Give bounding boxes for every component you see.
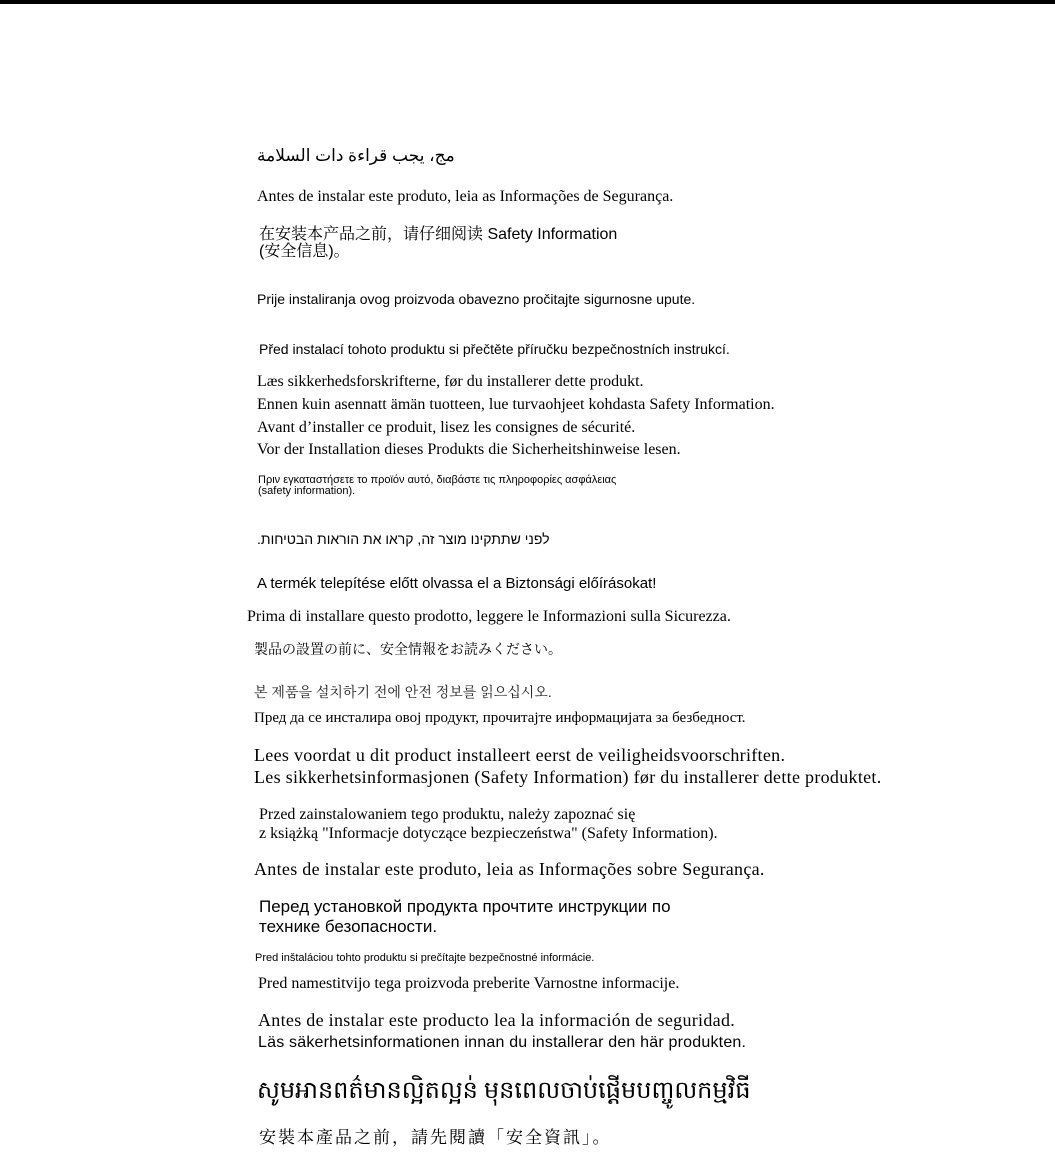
notice-italian: Prima di installare questo prodotto, leggere le Informazioni sulla Sicurezza. (247, 608, 731, 625)
notice-polish-line-2: z książką "Informacje dotyczące bezpieczeństwa" (Safety Information). (259, 825, 718, 843)
notice-arabic: مج، يجب قراءة دات السلامة (257, 146, 455, 165)
notice-korean: 본 제품을 설치하기 전에 안전 정보를 읽으십시오. (254, 684, 552, 700)
notice-chinese-simplified-line-2: (安全信息)。 (259, 242, 350, 260)
notice-slovak: Pred inštaláciou tohto produktu si prečítajte bezpečnostné informácie. (255, 952, 595, 964)
notice-russian-line-2: технике безопасности. (259, 916, 438, 936)
notice-polish-line-1: Przed zainstalowaniem tego produktu, należy zapoznać się (259, 806, 636, 823)
notice-chinese-simplified-line-1: 在安装本产品之前，请仔细阅读 Safety Information (259, 226, 618, 243)
notice-greek (258, 475, 616, 497)
notice-danish: Læs sikkerhedsforskrifterne, før du installerer dette produkt. (257, 373, 644, 390)
notice-chinese-simplified (259, 227, 617, 261)
notice-hebrew: לפני שתתקינו מוצר זה, קראו את הוראות הבטיחות. (257, 531, 550, 547)
notice-russian (259, 897, 671, 936)
notice-greek-line-1: Πριν εγκαταστήσετε το προϊόν αυτό, διαβάστε τις πληροφορίες ασφάλειας (258, 474, 617, 486)
notice-chinese-traditional: 安裝本產品之前，請先閱讀「安全資訊」。 (259, 1128, 612, 1147)
notice-slovenian: Pred namestitvijo tega proizvoda preberite Varnostne informacije. (258, 975, 680, 992)
notice-norwegian: Les sikkerhetsinformasjonen (Safety Information) før du installerer dette produktet. (254, 767, 882, 787)
notice-greek-line-2: (safety information). (258, 485, 356, 497)
notice-polish (259, 805, 718, 843)
notice-macedonian: Пред да се инсталира овој продукт, прочитајте информацијата за безбедност. (254, 710, 746, 726)
notice-portuguese-brazil: Antes de instalar este produto, leia as Informações de Segurança. (257, 188, 674, 205)
notice-finnish: Ennen kuin asennatt ämän tuotteen, lue turvaohjeet kohdasta Safety Information. (257, 396, 775, 413)
notice-portuguese-portugal: Antes de instalar este produto, leia as Informações sobre Segurança. (254, 859, 765, 879)
notice-croatian: Prije instaliranja ovog proizvoda obavezno pročitajte sigurnosne upute. (257, 291, 696, 307)
notice-czech: Před instalací tohoto produktu si přečtěte příručku bezpečnostních instrukcí. (259, 341, 730, 357)
notice-spanish: Antes de instalar este producto lea la información de seguridad. (258, 1010, 736, 1030)
notice-swedish: Läs säkerhetsinformationen innan du installerar den här produkten. (258, 1034, 747, 1051)
notice-russian-line-1: Перед установкой продукта прочтите инструкции по (259, 897, 671, 916)
notice-german: Vor der Installation dieses Produkts die Sicherheitshinweise lesen. (257, 441, 681, 458)
notice-hungarian: A termék telepítése előtt olvassa el a Biztonsági előírásokat! (257, 575, 657, 592)
notice-japanese: 製品の設置の前に、安全情報をお読みください。 (254, 641, 562, 657)
notice-french: Avant d’installer ce produit, lisez les consignes de sécurité. (257, 419, 636, 436)
notice-khmer: សូមអានពត៌មានល្អិតល្អន់ មុនពេលចាប់ផ្តើមបញ្ចូលកម្មវិធី (257, 1078, 751, 1104)
top-rule (0, 0, 1055, 4)
notice-dutch: Lees voordat u dit product installeert eerst de veiligheidsvoorschriften. (254, 745, 786, 765)
